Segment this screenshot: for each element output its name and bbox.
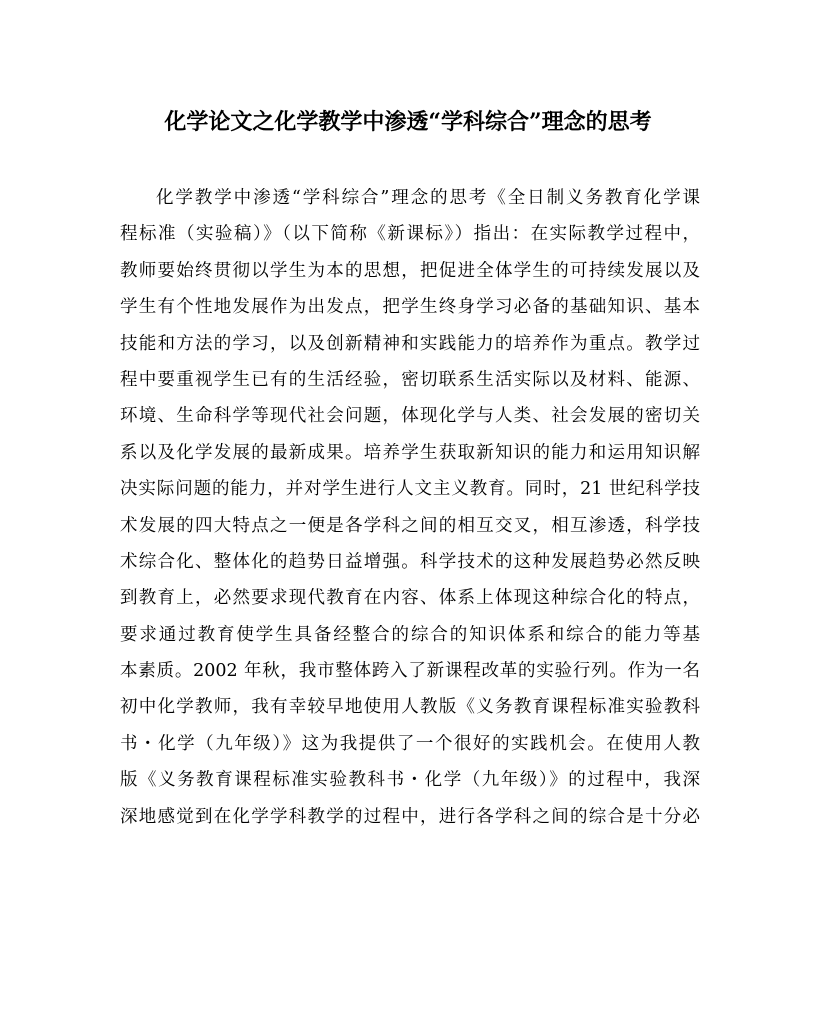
paragraph-line: 教师要始终贯彻以学生为本的思想，把促进全体学生的可持续发展以及: [120, 260, 700, 281]
paragraph-line: 本素质。2002 年秋，我市整体跨入了新课程改革的实验行列。作为一名: [120, 661, 700, 682]
paragraph-line: 化学教学中渗透“学科综合”理念的思考《全日制义务教育化学课: [156, 188, 700, 208]
paragraph-line: 决实际问题的能力，并对学生进行人文主义教育。同时，21 世纪科学技: [120, 479, 700, 500]
document-title: 化学论文之化学教学中渗透“学科综合”理念的思考: [164, 109, 652, 135]
document-body: [120, 180, 700, 835]
paragraph-line: 环境、生命科学等现代社会问题，体现化学与人类、社会发展的密切关: [120, 406, 700, 427]
paragraph-line: 术综合化、整体化的趋势日益增强。科学技术的这种发展趋势必然反映: [120, 551, 700, 572]
paragraph-line: 要求通过教育使学生具备经整合的综合的知识体系和综合的能力等基: [120, 624, 700, 645]
paragraph-line: 到教育上，必然要求现代教育在内容、体系上体现这种综合化的特点，: [120, 588, 700, 609]
paragraph-line: 初中化学教师，我有幸较早地使用人教版《义务教育课程标准实验教科: [120, 697, 700, 718]
paragraph-line: 系以及化学发展的最新成果。培养学生获取新知识的能力和运用知识解: [120, 442, 700, 463]
paragraph-line: 技能和方法的学习，以及创新精神和实践能力的培养作为重点。教学过: [120, 333, 700, 354]
paragraph-line: 版《义务教育课程标准实验教科书・化学（九年级）》的过程中，我深: [120, 770, 700, 791]
paragraph-line: 书・化学（九年级）》这为我提供了一个很好的实践机会。在使用人教: [120, 733, 700, 754]
paragraph-line: 学生有个性地发展作为出发点，把学生终身学习必备的基础知识、基本: [120, 297, 700, 318]
paragraph-line: 程中要重视学生已有的生活经验，密切联系生活实际以及材料、能源、: [120, 369, 700, 390]
paragraph-line: 深地感觉到在化学学科教学的过程中，进行各学科之间的综合是十分必: [120, 806, 700, 827]
paragraph-line: 程标准（实验稿）》（以下简称《新课标》）指出：在实际教学过程中，: [120, 224, 700, 245]
paragraph-line: 术发展的四大特点之一便是各学科之间的相互交叉，相互渗透，科学技: [120, 515, 700, 536]
